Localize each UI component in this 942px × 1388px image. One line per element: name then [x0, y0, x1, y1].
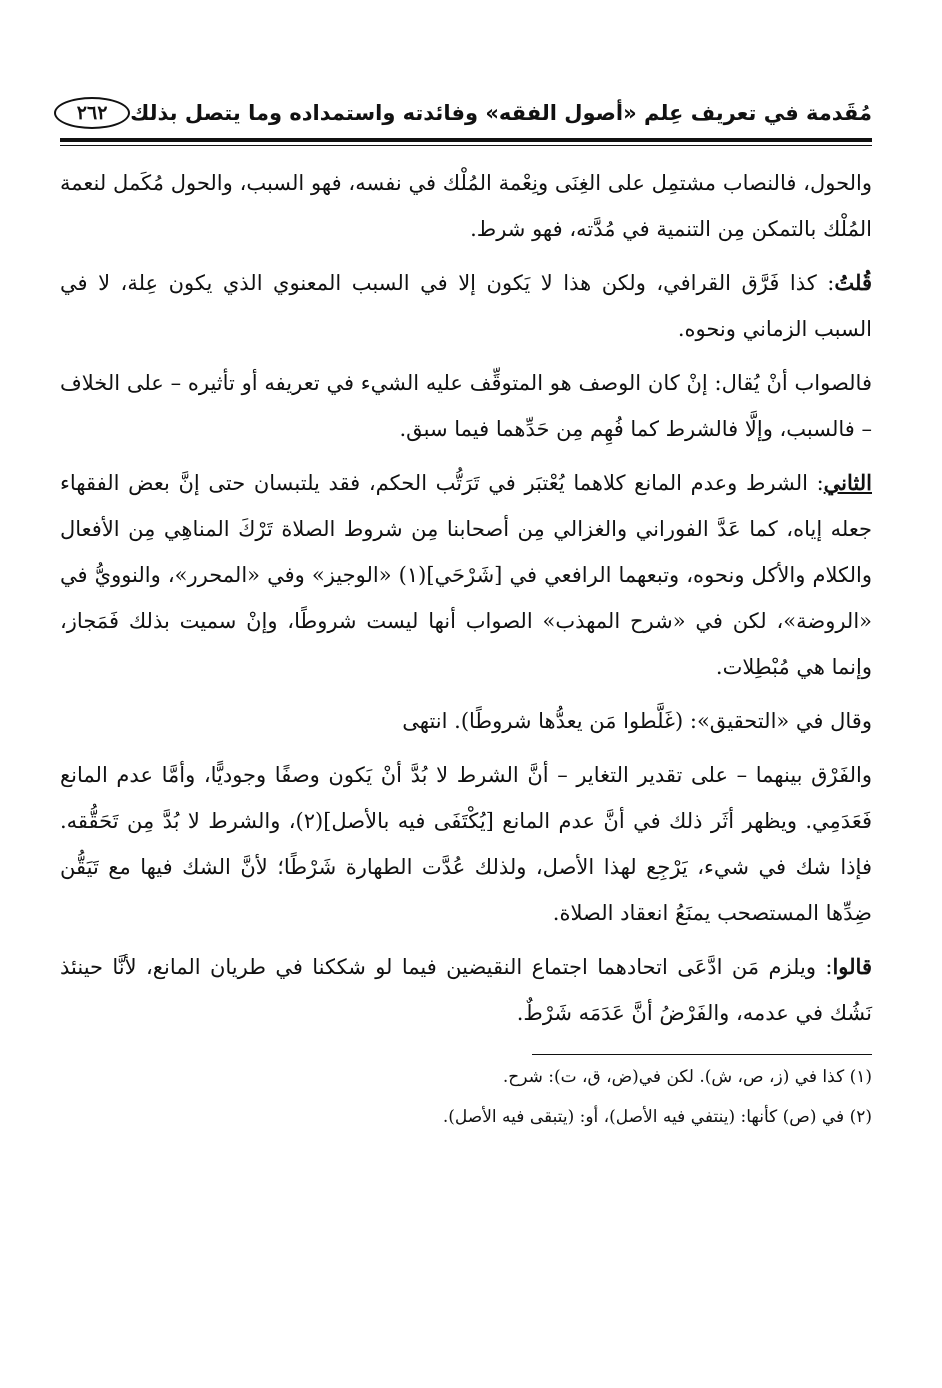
paragraph [60, 698, 872, 744]
paragraph-text: والحول، فالنصاب مشتمِل على الغِنَى ونِعْمة المُلْك في نفسه، فهو السبب، والحول مُكَمل لنعمة المُلْك بالتمكن مِن التنمية في مُدَّته، فهو شرط. [60, 171, 872, 241]
paragraph-text: : الشرط وعدم المانع كلاهما يُعْتبَر في تَرَتُّب الحكم، فقد يلتبسان حتى إنَّ بعض الفقهاء جعله إياه، كما عَدَّ الفوراني والغزالي مِن أصحابنا مِن شروط الصلاة تَرْكَ المناهِي مِن الأفعال والكلام والأكل ونحوه، وتبعهما الرافعي في [شَرْحَي](١) «الوجيز» وفي «المحرر»، والنوويُّ في «الروضة»، لكن في «شرح المهذب» الصواب أنها ليست شروطًا، وإنْ سميت بذلك فَمَجاز، وإنما هي مُبْطِلات. [60, 471, 872, 679]
running-title: مُقَدمة في تعريف عِلم «أصول الفقه» وفائدته واستمداده وما يتصل بذلك [130, 101, 872, 125]
header-rule-thin [60, 145, 872, 146]
paragraph-lead: قالوا [832, 954, 872, 979]
paragraph [60, 944, 872, 1036]
book-page [60, 90, 872, 1135]
paragraph-text: والفَرْق بينهما – على تقدير التغاير – أنَّ الشرط لا بُدَّ أنْ يَكون وصفًا وجوديًّا، وأمَّا عدم المانع فَعَدَمِي. ويظهر أثَر ذلك في أنَّ عدم المانع [يُكْتَفَى فيه بالأصل](٢)، والشرط لا بُدَّ مِن تَحَقُّقه. فإذا شك في شيء، يَرْجِع لهذا الأصل، ولذلك عُدَّت الطهارة شَرْطًا؛ لأنَّ الشك فيها مع تَيَقُّن ضِدِّها المستصحب يمنَعُ انعقاد الصلاة. [60, 763, 872, 925]
paragraph-lead: قُلتُ [834, 270, 872, 295]
paragraph [60, 360, 872, 452]
header-rule-thick [60, 138, 872, 142]
paragraph-text: : ويلزم مَن ادَّعَى اتحادهما اجتماع النقيضين فيما لو شككنا في طريان المانع، لأنَّا حينئذ نَشُك في عدمه، والفَرْضُ أنَّ عَدَمَه شَرْطٌ. [60, 955, 872, 1025]
paragraph-text: فالصواب أنْ يُقال: إنْ كان الوصف هو المتوقِّف عليه الشيء في تعريفه أو تأثيره – على الخلاف – فالسبب، وإلَّا فالشرط كما فُهِم مِن حَدِّهما فيما سبق. [60, 371, 872, 441]
paragraph [60, 752, 872, 936]
paragraph-text: : كذا فَرَّق القرافي، ولكن هذا لا يَكون إلا في السبب المعنوي الذي يكون عِلة، لا في السبب الزماني ونحوه. [60, 271, 872, 341]
paragraph-lead: الثاني [823, 470, 872, 495]
paragraph [60, 160, 872, 252]
page-number: ٢٦٢ [54, 97, 130, 129]
main-text [60, 160, 872, 1036]
paragraph [60, 260, 872, 352]
paragraph-text: وقال في «التحقيق»: (غَلَّطوا مَن يعدُّها شروطًا). انتهى [402, 709, 872, 733]
footnote-1: (١) كذا في (ز، ص، ش). لكن في(ض، ق، ت): شرح. [502, 1067, 872, 1087]
running-header [60, 90, 872, 136]
footnote-separator [532, 1054, 872, 1055]
footnote-2: (٢) في (ص) كأنها: (ينتفي فيه الأصل)، أو: (يتبقى فيه الأصل). [442, 1107, 872, 1127]
paragraph [60, 460, 872, 690]
